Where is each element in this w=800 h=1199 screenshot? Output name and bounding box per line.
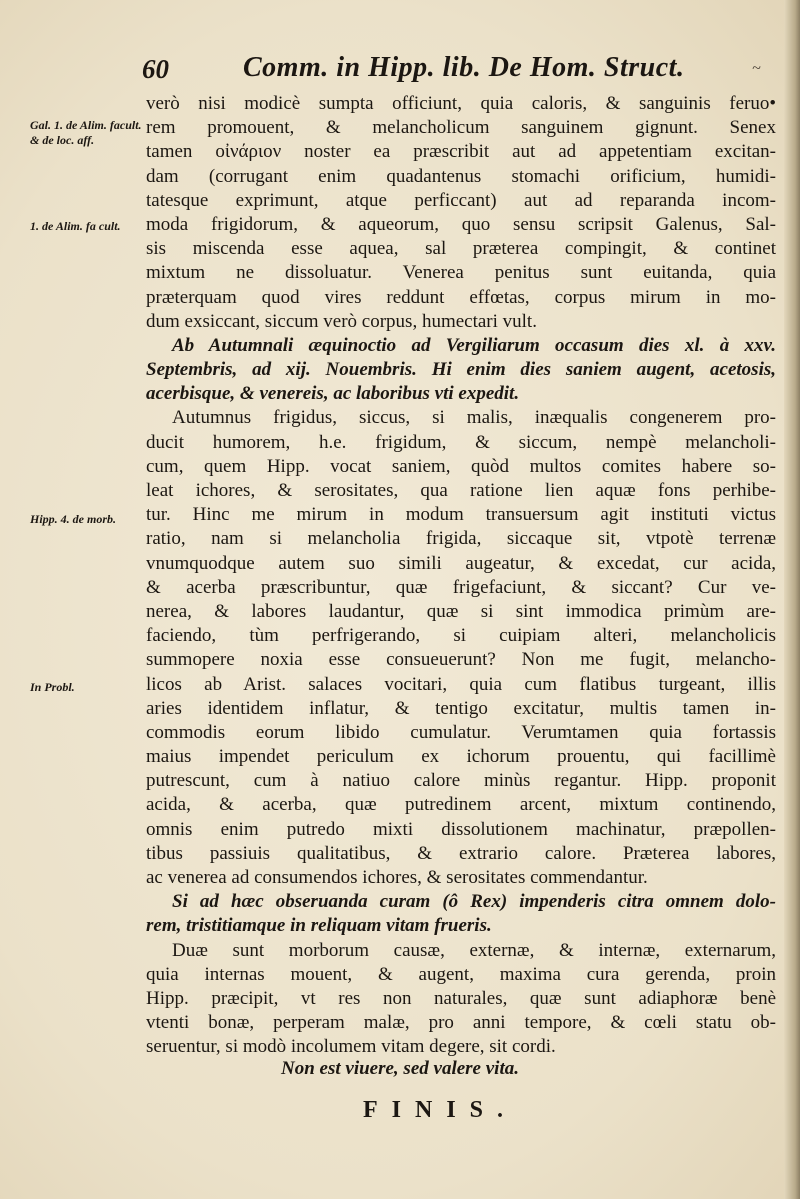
text-line: vtenti bonæ, perperam malæ, pro anni tempore, & cœli statu ob- (146, 1012, 776, 1034)
aphorism-line: Si ad hæc obseruanda curam (ô Rex) impenderis citra omnem dolo- (172, 891, 776, 913)
text-line: ratio, nam si melancholia frigida, siccaque sit, vtpotè terrenæ (146, 528, 776, 550)
text-line: Hipp. præcipit, vt res non naturales, quæ sunt adiaphoræ benè (146, 987, 776, 1009)
running-title: Comm. in Hipp. lib. De Hom. Struct. (243, 52, 685, 83)
text-body (146, 92, 776, 1060)
text-line: Autumnus frigidus, siccus, si malis, inæqualis congenerem pro- (172, 407, 776, 429)
text-line: ac venerea ad consumendos ichores, & serositates commendantur. (146, 867, 648, 888)
text-line: ducit humorem, h.e. frigidum, & siccum, nempè melancholi- (146, 431, 776, 453)
text-line: dam (corrugant enim quadantenus stomachi orificium, humidi- (146, 165, 776, 187)
text-line: licos ab Arist. salaces vocitari, quia cum flatibus turgeant, illis (146, 673, 776, 695)
aphorism-line: Ab Autumnali æquinoctio ad Vergiliarum occasum dies xl. à xxv. (172, 334, 776, 356)
text-line: mixtum ne dissoluatur. Venerea penitus sunt euitanda, quia (146, 262, 776, 284)
text-line: tibus passiuis qualitatibus, & extrario calore. Præterea labores, (146, 842, 776, 864)
page-number: 60 (142, 54, 169, 84)
text-line: & acerba præscribuntur, quæ frigefaciunt, & siccant? Cur ve- (146, 576, 776, 598)
margin-note: 1. de Alim. fa cult. (30, 219, 121, 233)
text-line: acida, & acerba, quæ putredinem arcent, mixtum continendo, (146, 794, 776, 816)
text-line: nerea, & labores laudantur, quæ si sint immodica primùm are- (146, 600, 776, 622)
finis-heading: FINIS. (362, 1097, 518, 1123)
aphorism-line: acerbisque, & venereis, ac laboribus vti expedit. (146, 383, 520, 405)
text-line: commodis eorum libido cumulatur. Verumtamen quia fortassis (146, 721, 776, 743)
text-line: tur. Hinc me mirum in modum transuersum agit instituti victus (146, 504, 776, 526)
text-line: Duæ sunt morborum causæ, externæ, & internæ, externarum, (172, 939, 776, 961)
text-line: vnumquodque autem suo simili augeatur, & excedat, cur acida, (146, 552, 776, 574)
text-line: dum exsiccant, siccum verò corpus, humectari vult. (146, 310, 537, 332)
text-line: leat ichores, & serositates, qua ratione lien aquæ fons perhibe- (146, 480, 776, 501)
aphorism-line: Septembris, ad xij. Nouembris. Hi enim dies saniem augent, acetosis, (146, 359, 776, 381)
text-line: rem promouent, & melancholicum sanguinem gignunt. Senex (146, 117, 776, 139)
text-line: summopere noxia esse consueuerunt? Non me fugit, melancho- (146, 649, 776, 671)
page-header (0, 50, 800, 90)
text-line: putrescunt, cum à natiuo calore minùs regantur. Hipp. proponit (146, 770, 776, 792)
text-line: quia internas mouent, & augent, maxima cura gerenda, proin (146, 963, 776, 985)
text-line: cum, quem Hipp. vocat saniem, quòd multos comites habere so- (146, 455, 776, 477)
page-edge-shadow (784, 0, 800, 1199)
text-line: aries identidem inflatur, & tentigo excitatur, multis tamen in- (146, 697, 776, 719)
text-line: faciendo, tùm perfrigerando, si cuipiam alteri, melancholicis (146, 625, 776, 647)
aphorism-line: rem, tristitiamque in reliquam vitam frueris. (146, 915, 492, 937)
text-line: verò nisi modicè sumpta officiunt, quia caloris, & sanguinis feruo• (146, 93, 776, 114)
text-line: præterquam quod vires reddunt effœtas, corpus mirum in mo- (146, 286, 776, 308)
text-line: tamen οἰνάριον noster ea præscribit aut ad appetentiam excitan- (146, 141, 776, 163)
text-line: omnis enim putredo mixti dissolutionem machinatur, præpollen- (146, 818, 776, 840)
closing-motto: Non est viuere, sed valere vita. (281, 1058, 519, 1079)
margin-note: Hipp. 4. de morb. (30, 512, 116, 526)
margin-note: In Probl. (30, 680, 75, 694)
text-line: tatesque exprimunt, atque perficcant) aut ad reparanda incom- (146, 189, 776, 211)
text-line: sis miscenda esse aquea, sal præterea compingit, & continet (146, 238, 776, 260)
text-line: maius impendet periculum ex ichorum prouentu, qui facillimè (146, 746, 776, 768)
margin-note: Gal. 1. de Alim. facult. & de loc. aff. (30, 118, 142, 147)
text-line: seruentur, si modò incolumem vitam degere, sit cordi. (146, 1036, 556, 1058)
corner-mark: ~ (752, 60, 761, 77)
text-line: moda frigidorum, & aqueorum, quo sensu scripsit Galenus, Sal- (146, 213, 776, 235)
